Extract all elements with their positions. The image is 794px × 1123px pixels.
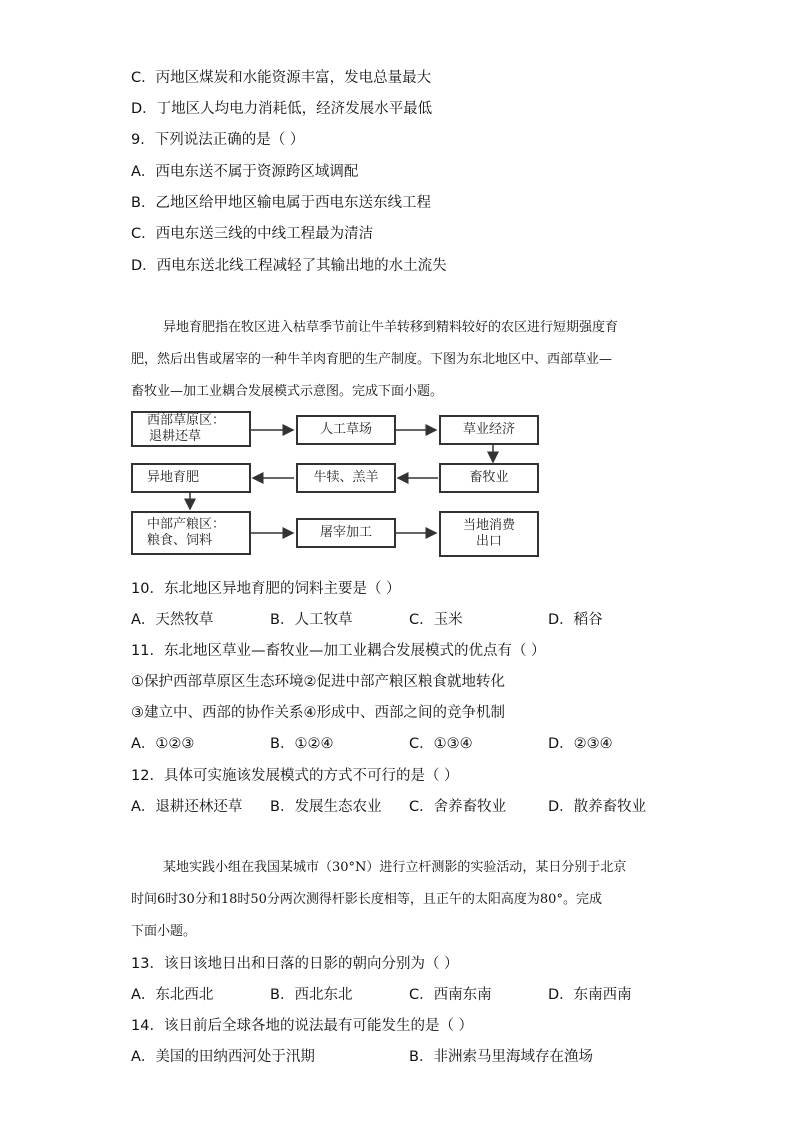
box-western-grassland: [131, 411, 251, 447]
box-consumption-export: [439, 511, 539, 557]
box-slaughter-processing: [296, 518, 396, 548]
box-artificial-grassland: [296, 415, 396, 445]
q11-option-b: B．①②④: [270, 736, 334, 752]
q10-option-c: C．玉米: [409, 612, 463, 628]
q12-option-b: B．发展生态农业: [270, 799, 382, 815]
q13-stem: 13．该日该地日出和日落的日影的朝向分别为（ ）: [131, 956, 459, 972]
passage-2-line-3: 下面小题。: [131, 924, 197, 939]
q14-option-a: A．美国的田纳西河处于汛期: [131, 1049, 315, 1065]
q13-option-a: A．东北西北: [131, 987, 214, 1003]
box-slaughter-processing-label: 屠宰加工: [319, 525, 372, 540]
q8-option-d: D．丁地区人均电力消耗低，经济发展水平最低: [131, 101, 433, 117]
passage-2-line-2: 时间6时30分和18时50分两次测得杆影长度相等，且正午的太阳高度为80°。完成: [131, 892, 602, 907]
passage-1-line-1: 异地育肥指在牧区进入枯草季节前让牛羊转移到精料较好的农区进行短期强度育: [163, 320, 619, 335]
q9-option-b: B．乙地区给甲地区输电属于西电东送东线工程: [131, 195, 431, 211]
q11-option-a: A．①②③: [131, 736, 195, 752]
box-livestock-label: 畜牧业: [469, 470, 509, 485]
box-off-site-fattening-label: 异地育肥: [147, 470, 200, 485]
box-western-grassland-line-2: 退耕还草: [149, 429, 202, 444]
q11-stem: 11．东北地区草业—畜牧业—加工业耦合发展模式的优点有（ ）: [131, 643, 546, 659]
q12-stem: 12．具体可实施该发展模式的方式不可行的是（ ）: [131, 768, 459, 784]
coupling-model-diagram: [131, 403, 543, 559]
q12-option-d: D．散养畜牧业: [548, 799, 647, 815]
q9-option-d: D．西电东送北线工程减轻了其输出地的水土流失: [131, 258, 447, 274]
q11-option-c: C．①③④: [409, 736, 473, 752]
box-grass-economy: [439, 415, 539, 445]
q8-option-c: C．丙地区煤炭和水能资源丰富，发电总量最大: [131, 70, 432, 86]
q13-option-d: D．东南西南: [548, 987, 632, 1003]
q9-option-c: C．西电东送三线的中线工程最为清洁: [131, 226, 374, 242]
passage-2: [131, 852, 666, 948]
q10-option-d: D．稻谷: [548, 612, 603, 628]
box-central-grain-area: [131, 511, 251, 555]
q12-option-a: A．退耕还林还草: [131, 799, 243, 815]
box-central-grain-area-line-1: 中部产粮区：: [147, 517, 226, 532]
box-consumption-export-line-2: 出口: [475, 534, 502, 549]
q13-option-b: B．西北东北: [270, 987, 353, 1003]
q10-option-a: A．天然牧草: [131, 612, 214, 628]
q12-option-c: C．舍养畜牧业: [409, 799, 507, 815]
passage-2-line-1: 某地实践小组在我国某城市（30°N）进行立杆测影的实验活动，某日分别于北京: [163, 860, 627, 875]
q13-option-c: C．西南东南: [409, 987, 492, 1003]
q9-option-a: A．西电东送不属于资源跨区域调配: [131, 164, 359, 180]
box-off-site-fattening: [131, 463, 251, 493]
box-livestock: [439, 463, 539, 493]
box-consumption-export-line-1: 当地消费: [462, 518, 515, 533]
box-artificial-grassland-label: 人工草场: [319, 422, 372, 437]
q11-statements-2: ③建立中、西部的协作关系④形成中、西部之间的竞争机制: [131, 705, 505, 721]
box-grass-economy-label: 草业经济: [462, 422, 515, 437]
box-calves-lambs: [296, 463, 396, 493]
box-central-grain-area-line-2: 粮食、饲料: [147, 533, 213, 548]
box-western-grassland-line-1: 西部草原区：: [147, 413, 226, 428]
q10-stem: 10．东北地区异地育肥的饲料主要是（ ）: [131, 581, 401, 597]
q9-stem: 9．下列说法正确的是（ ）: [131, 132, 305, 148]
passage-1-line-2: 肥，然后出售或屠宰的一种牛羊肉育肥的生产制度。下图为东北地区中、西部草业—: [131, 352, 613, 367]
box-calves-lambs-label: 牛犊、羔羊: [313, 470, 379, 485]
passage-1-line-3: 畜牧业—加工业耦合发展模式示意图。完成下面小题。: [131, 384, 444, 399]
q11-statements-1: ①保护西部草原区生态环境②促进中部产粮区粮食就地转化: [131, 674, 505, 690]
q14-stem: 14．该日前后全球各地的说法最有可能发生的是（ ）: [131, 1018, 474, 1034]
q11-option-d: D．②③④: [548, 736, 613, 752]
q14-option-b: B．非洲索马里海域存在渔场: [409, 1049, 593, 1065]
passage-1: [131, 312, 666, 408]
q10-option-b: B．人工牧草: [270, 612, 353, 628]
